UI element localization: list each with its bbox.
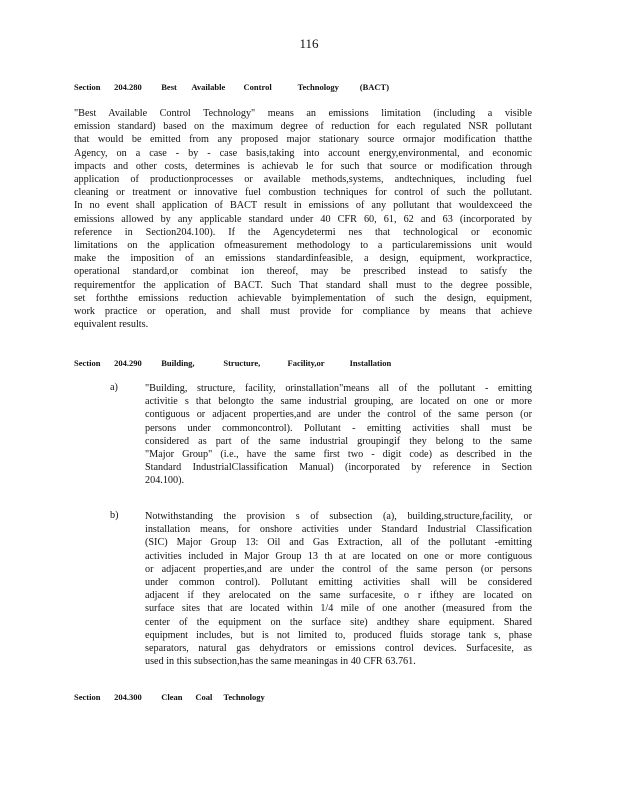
text-line: "Building, structure, facility, orinstallation"means all of the pollutant - emitting — [145, 383, 532, 394]
text-line: cleaning or treatment or innovative fuel combustion techniques for control of such the pollutant. — [74, 187, 532, 199]
item-a-body — [145, 382, 532, 488]
heading-title-word: Building, — [161, 358, 195, 368]
section-heading-204-300 — [74, 692, 265, 702]
text-line: activitie s that belongto the same industrial grouping, are located on one or more — [145, 396, 532, 408]
item-a-label: a) — [110, 382, 118, 393]
text-line: center of the equipment on the surface site) andthey share equipment. Shared — [145, 616, 532, 628]
item-b-body — [145, 510, 532, 668]
item-b-label: b) — [110, 510, 119, 521]
heading-section-word: Section — [74, 358, 101, 368]
heading-section-number: 204.280 — [114, 82, 142, 92]
heading-title-word: Control — [243, 82, 272, 92]
text-line: emission standard) based on the maximum degree of reduction for each regulated NSR pollutant — [74, 121, 532, 133]
text-line: considered as part of the same industrial groupingif they belong to the same — [145, 435, 532, 447]
text-line: In no event shall application of BACT result in emissions of any pollutant that wouldexceed the — [74, 200, 532, 212]
text-line: emissions allowed by any applicable standard under 40 CFR 60, 61, 62 and 63 (incorporated by — [74, 213, 532, 225]
heading-title-word: Structure, — [223, 358, 261, 368]
text-line: application of productionprocesses or available methods,systems, andtechniques, including fuel — [74, 174, 532, 186]
heading-section-word: Section — [74, 692, 101, 702]
text-line: installation means, for onshore activities under Standard Industrial Classification — [145, 524, 532, 536]
heading-section-number: 204.300 — [114, 692, 142, 702]
section-heading-204-280 — [74, 82, 389, 92]
text-line: reference in Section204.100). If the Agencydetermi nes that technological or economic — [74, 226, 532, 238]
text-line: equivalent results. — [74, 319, 149, 331]
heading-title-word: (BACT) — [359, 82, 390, 92]
heading-title-word: Technology — [223, 692, 265, 702]
text-line: (SIC) Major Group 13: Oil and Gas Extraction, all of the pollutant -emitting — [145, 537, 532, 549]
text-line: set forththe emissions reduction achievable byimplementation of such the design, equipment, — [74, 292, 532, 304]
heading-title-word: Best — [161, 82, 177, 92]
text-line: surface sites that are located within 1/4 mile of one another (measured from the — [145, 603, 532, 615]
text-line: equipment includes, but is not limited to, produced fluids storage tank s, phase — [145, 629, 532, 641]
text-line: Notwithstanding the provision s of subsection (a), building,structure,facility, or — [145, 511, 532, 522]
text-line: activities included in Major Group 13 th at are located on one or more contiguous — [145, 550, 532, 562]
text-line: Agency, on a case - by - case basis,taking into account energy,environmental, and economic — [74, 147, 532, 159]
heading-title-word: Coal — [195, 692, 213, 702]
text-line: "Major Group" (i.e., have the same first two - digit code) as described in the — [145, 449, 532, 461]
text-line: contiguous or adjacent properties,and are under the control of the same person (or — [145, 409, 532, 421]
heading-title-word: Facility,or — [287, 358, 325, 368]
text-line: limitations on the application ofmeasurement methodology to a particularemissions unit would — [74, 240, 532, 252]
text-line: work practice or operation, and shall must provide for compliance by means that achieve — [74, 306, 532, 318]
text-line: that would be emitted from any proposed major stationary source ormajor modification thatthe — [74, 134, 532, 146]
heading-section-number: 204.290 — [114, 358, 142, 368]
heading-title-word: Installation — [349, 358, 392, 368]
text-line: make the imposition of an emissions standardinfeasible, a design, equipment, workpractice, — [74, 253, 532, 265]
text-line: impacts and other costs, determines is achievab le for such that source or modification through — [74, 160, 532, 172]
section-heading-204-290 — [74, 358, 391, 368]
text-line: Standard IndustrialClassification Manual) (incorporated by reference in Section — [145, 462, 532, 474]
text-line: used in this subsection,has the same meaningas in 40 CFR 63.761. — [145, 656, 416, 668]
text-line: operational standard,or combinat ion thereof, may be prescribed instead to satisfy the — [74, 266, 532, 278]
heading-title-word: Clean — [161, 692, 183, 702]
text-line: "Best Available Control Technology" means an emissions limitation (including a visible — [74, 108, 532, 119]
text-line: persons under commoncontrol). Pollutant - emitting activities shall must be — [145, 422, 532, 434]
text-line: 204.100). — [145, 475, 185, 487]
text-line: under common control). Pollutant emitting activities shall will be considered — [145, 577, 532, 589]
text-line: or adjacent properties,and are under the control of the same person (or persons — [145, 563, 532, 575]
heading-title-word: Technology — [297, 82, 339, 92]
text-line: separators, natural gas dehydrators or emissions control devices. Surfacesite, as — [145, 643, 532, 655]
heading-section-word: Section — [74, 82, 101, 92]
text-line: requirementfor the application of BACT. Such That standard shall must to the degree possible, — [74, 279, 532, 291]
text-line: adjacent if they arelocated on the same surfacesite, o r ifthey are located on — [145, 590, 532, 602]
page-number: 116 — [299, 36, 319, 51]
section-204-280-body — [74, 107, 532, 331]
heading-title-word: Available — [191, 82, 226, 92]
